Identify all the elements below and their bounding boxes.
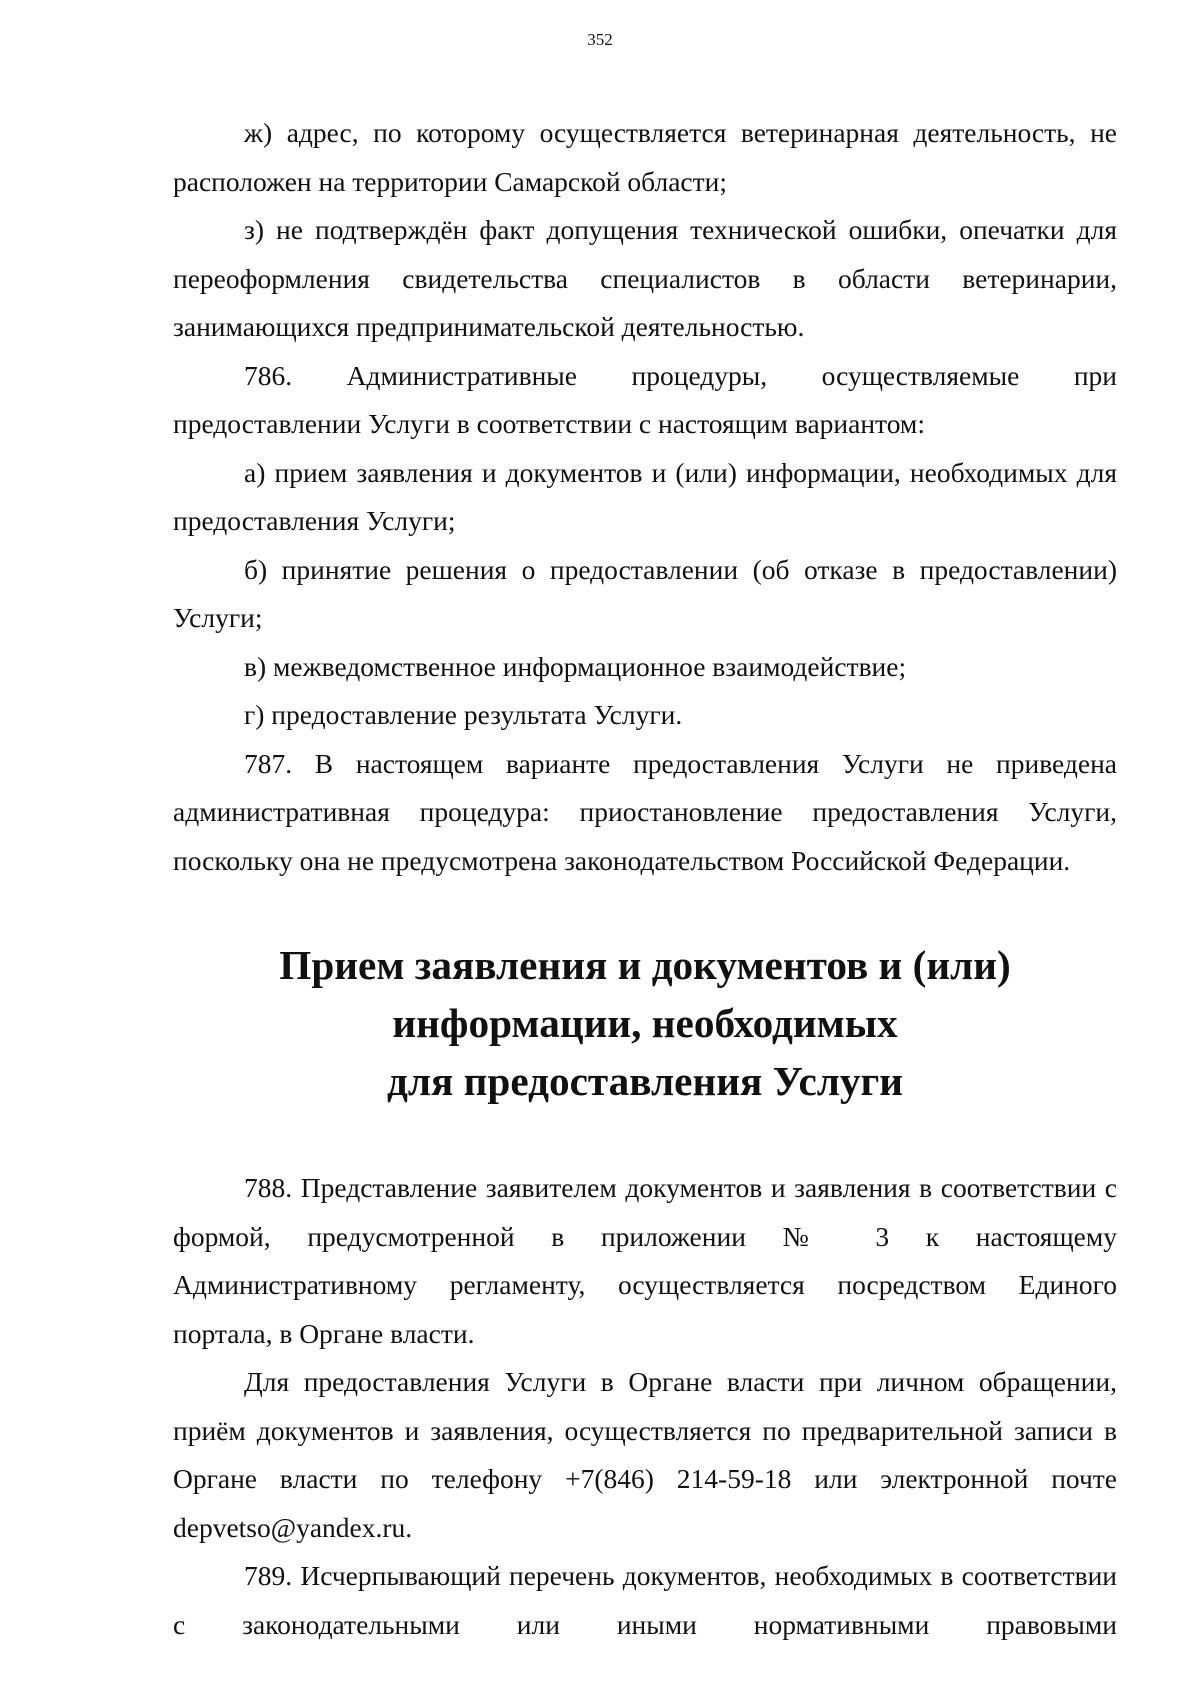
document-body	[173, 109, 1117, 1649]
paragraph-item-b: б) принятие решения о предоставлении (об отказе в предоставлении) Услуги;	[173, 553, 1117, 633]
paragraph-item-a: а) прием заявления и документов и (или) информации, необходимых для предоставления Услуги;	[173, 456, 1117, 536]
paragraph-item-z: з) не подтверждён факт допущения технической ошибки, опечатки для переоформления свидетельства специалистов в области ветеринарии, занимающихся предпринимательской деятельностью.	[173, 214, 1117, 342]
paragraph-item-v: в) межведомственное информационное взаимодействие;	[244, 650, 907, 682]
section-heading-line-1: Прием заявления и документов и (или) информации, необходимых	[279, 942, 1011, 1046]
section-heading	[173, 936, 1117, 1110]
section-heading-line-2: для предоставления Услуги	[386, 1058, 904, 1104]
paragraph-787: 787. В настоящем варианте предоставления Услуги не приведена административная процедура: приостановление предоставления Услуги, поскольку она не предусмотрена законодательством Российской Федерации.	[173, 747, 1117, 876]
paragraph-item-zh: ж) адрес, по которому осуществляется ветеринарная деятельность, не расположен на территории Самарской области;	[173, 117, 1117, 197]
paragraph-788: 788. Представление заявителем документов и заявления в соответствии с формой, предусмотренной в приложении № 3 к настоящему Административному регламенту, осуществляется посредством Единого портала, в Органе власти.	[173, 1172, 1117, 1349]
paragraph-personal-visit: Для предоставления Услуги в Органе власти при личном обращении, приём документов и заявления, осуществляется по предварительной записи в Органе власти по телефону +7(846) 214-59-18 или электронной почте depvetso@yandex.ru.	[173, 1366, 1117, 1543]
paragraph-item-g: г) предоставление результата Услуги.	[244, 699, 683, 730]
page-number: 352	[587, 30, 613, 49]
paragraph-789: 789. Исчерпывающий перечень документов, необходимых в соответствии с законодательными или иными нормативными правовыми	[173, 1560, 1117, 1640]
paragraph-786: 786. Административные процедуры, осуществляемые при предоставлении Услуги в соответствии с настоящим вариантом:	[173, 359, 1117, 439]
